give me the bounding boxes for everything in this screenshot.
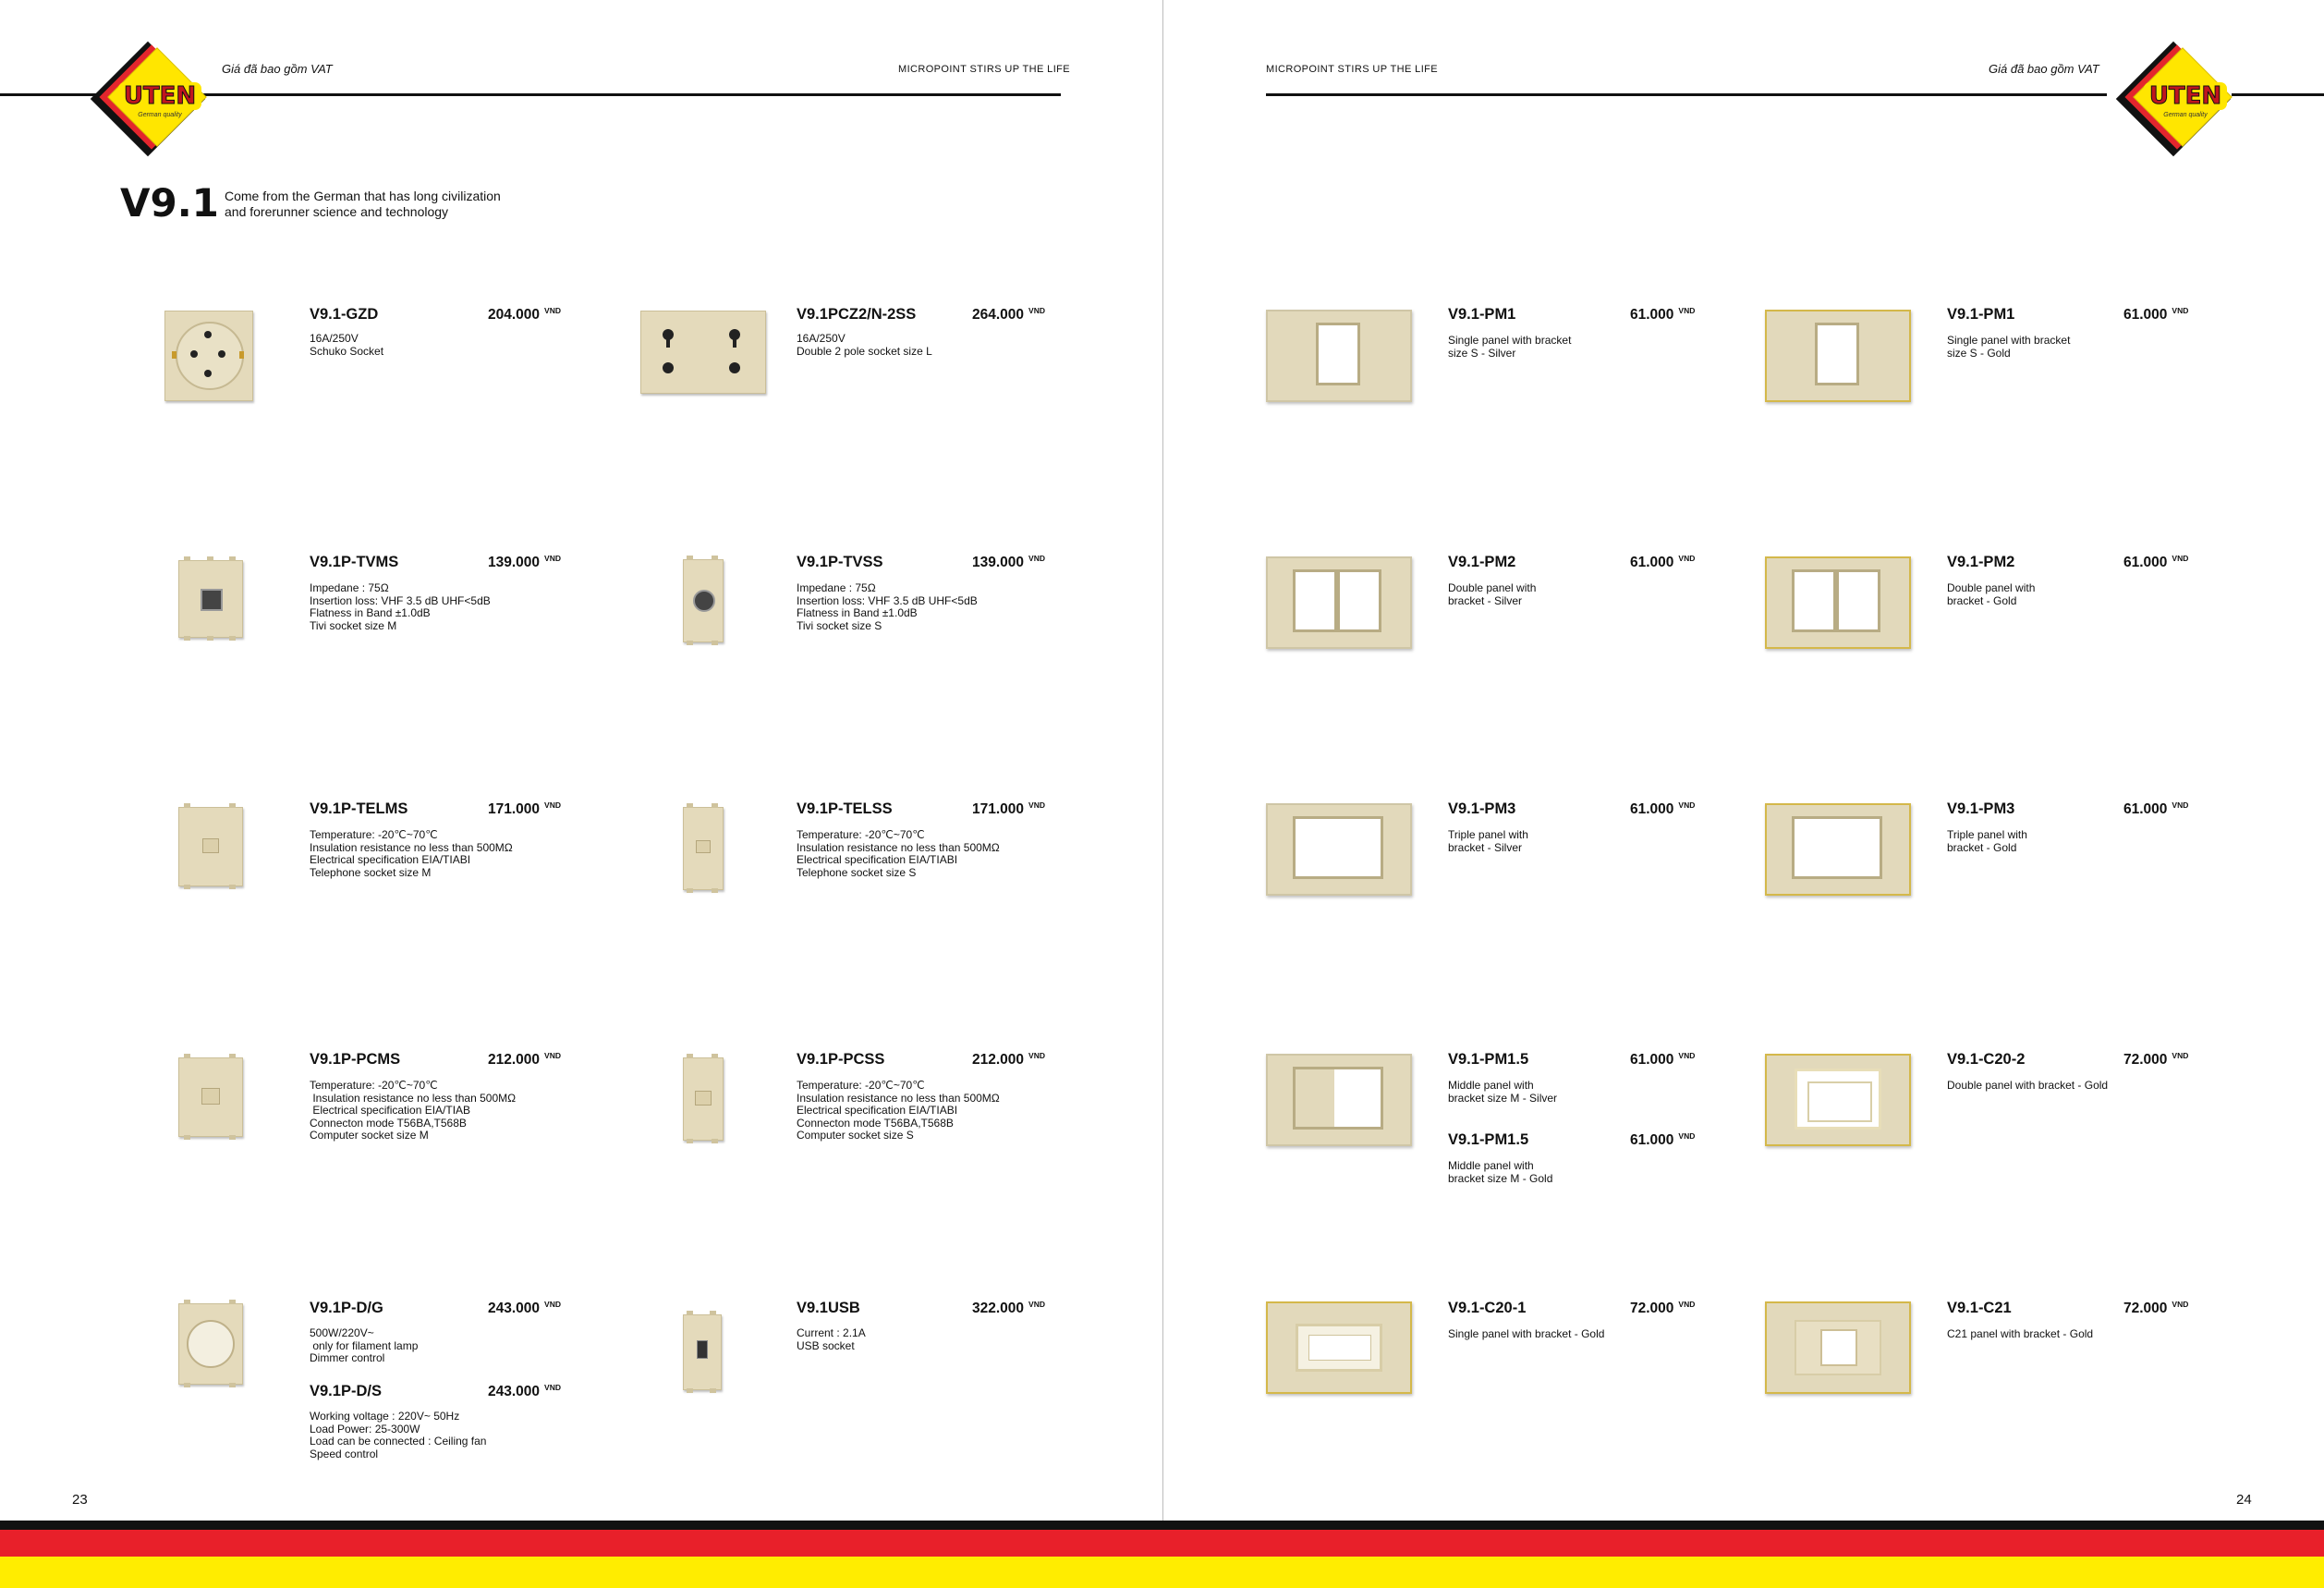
product-description: Temperature: -20℃~70℃ Insulation resistance no less than 500MΩ Electrical specification EIA/TIABI Telephone socket size S <box>797 828 1000 879</box>
product-description: Temperature: -20℃~70℃ Insulation resistance no less than 500MΩ Electrical specification EIA/TIABI Connecton mode T56BA,T568B Computer socket size S <box>797 1079 1000 1142</box>
product-price: 139.000 $^{VND}$ <box>488 554 561 570</box>
intro-line-2: and forerunner science and technology <box>225 204 449 219</box>
computer-socket-s-image <box>683 1054 724 1142</box>
currency-label: VND <box>1678 306 1696 315</box>
logo-word: UTEN <box>118 82 201 110</box>
logo-tagline: German quality <box>2163 112 2208 118</box>
product-code: V9.1-PM1.5 <box>1448 1131 1529 1148</box>
double-socket-image <box>640 311 766 394</box>
currency-label: VND <box>544 1383 561 1392</box>
product-price: 61.000 $^{VND}$ <box>1630 1051 1696 1068</box>
currency-label: VND <box>2172 800 2189 810</box>
panel-c20-2-gold-image <box>1765 1054 1911 1146</box>
product-price: 243.000 $^{VND}$ <box>488 1383 561 1399</box>
product-code: V9.1-PM3 <box>1448 800 1516 817</box>
product-code: V9.1P-TVSS <box>797 554 883 570</box>
product-price: 212.000 $^{VND}$ <box>972 1051 1045 1068</box>
series-title: V9.1 <box>120 180 219 226</box>
product-description: Current : 2.1A USB socket <box>797 1326 866 1352</box>
currency-label: VND <box>1678 1051 1696 1060</box>
logo-tagline: German quality <box>138 112 182 118</box>
product-description: Double panel with bracket - Gold <box>1947 581 2036 607</box>
page-number-right: 24 <box>2236 1492 2252 1508</box>
product-price: 171.000 $^{VND}$ <box>488 800 561 817</box>
telephone-socket-s-image <box>683 803 724 892</box>
currency-label: VND <box>1678 554 1696 563</box>
panel-pm15-silver-image <box>1266 1054 1412 1146</box>
computer-socket-m-image <box>178 1054 243 1139</box>
header-rule-right <box>1266 93 2107 96</box>
intro-line-1: Come from the German that has long civilization <box>225 189 501 203</box>
currency-label: VND <box>1678 800 1696 810</box>
product-description: 16A/250V Double 2 pole socket size L <box>797 332 932 358</box>
page-spine <box>1162 0 1163 1521</box>
product-price: 139.000 $^{VND}$ <box>972 554 1045 570</box>
currency-label: VND <box>544 1300 561 1309</box>
currency-label: VND <box>1028 306 1045 315</box>
page-number-left: 23 <box>72 1492 88 1508</box>
currency-label: VND <box>2172 1300 2189 1309</box>
currency-label: VND <box>1028 1300 1045 1309</box>
product-code: V9.1USB <box>797 1300 860 1316</box>
product-price: 61.000 $^{VND}$ <box>1630 306 1696 323</box>
product-code: V9.1-PM1 <box>1947 306 2015 323</box>
currency-label: VND <box>544 1051 561 1060</box>
currency-label: VND <box>1028 800 1045 810</box>
product-code: V9.1-PM2 <box>1448 554 1516 570</box>
usb-socket-image <box>683 1311 724 1392</box>
product-code: V9.1-GZD <box>310 306 379 323</box>
product-price: 212.000 $^{VND}$ <box>488 1051 561 1068</box>
product-code: V9.1P-TELMS <box>310 800 408 817</box>
header-rule-right-end <box>2232 93 2324 96</box>
currency-label: VND <box>544 306 561 315</box>
tv-socket-m-image <box>178 556 243 640</box>
product-code: V9.1P-PCMS <box>310 1051 401 1068</box>
product-price: 72.000 $^{VND}$ <box>2123 1051 2189 1068</box>
product-description: Temperature: -20℃~70℃ Insulation resistance no less than 500MΩ Electrical specification EIA/TIAB Connecton mode T56BA,T568B Computer socket size M <box>310 1079 517 1142</box>
product-price: 61.000 $^{VND}$ <box>2123 554 2189 570</box>
schuko-socket-image <box>164 311 253 401</box>
product-description: Double panel with bracket - Gold <box>1947 1079 2109 1092</box>
uten-logo-left <box>91 42 205 156</box>
footer-band-red <box>0 1530 2324 1557</box>
product-description: Single panel with bracket size S - Gold <box>1947 334 2071 360</box>
product-code: V9.1-PM1 <box>1448 306 1516 323</box>
product-price: 322.000 $^{VND}$ <box>972 1300 1045 1316</box>
telephone-socket-m-image <box>178 803 243 888</box>
product-description: Middle panel with bracket size M - Silver <box>1448 1079 1558 1105</box>
product-description: Triple panel with bracket - Gold <box>1947 828 2027 854</box>
product-code: V9.1P-D/S <box>310 1383 382 1399</box>
uten-logo-right <box>2116 42 2231 156</box>
product-code: V9.1PCZ2/N-2SS <box>797 306 917 323</box>
dimmer-image <box>178 1300 243 1386</box>
product-description: Double panel with bracket - Silver <box>1448 581 1537 607</box>
product-code: V9.1-C20-1 <box>1448 1300 1527 1316</box>
slogan-left: MICROPOINT STIRS UP THE LIFE <box>898 64 1071 75</box>
product-code: V9.1-C20-2 <box>1947 1051 2026 1068</box>
panel-pm3-silver-image <box>1266 803 1412 896</box>
currency-label: VND <box>1028 1051 1045 1060</box>
product-description: Triple panel with bracket - Silver <box>1448 828 1528 854</box>
product-description: Single panel with bracket size S - Silver <box>1448 334 1572 360</box>
product-price: 61.000 $^{VND}$ <box>1630 554 1696 570</box>
series-intro <box>225 189 501 220</box>
product-price: 171.000 $^{VND}$ <box>972 800 1045 817</box>
product-code: V9.1P-PCSS <box>797 1051 885 1068</box>
product-price: 72.000 $^{VND}$ <box>1630 1300 1696 1316</box>
vat-note-left: Giá đã bao gồm VAT <box>222 62 333 76</box>
product-description: Temperature: -20℃~70℃ Insulation resistance no less than 500MΩ Electrical specification EIA/TIABI Telephone socket size M <box>310 828 513 879</box>
product-code: V9.1-PM2 <box>1947 554 2015 570</box>
product-description: C21 panel with bracket - Gold <box>1947 1327 2094 1340</box>
product-price: 264.000 $^{VND}$ <box>972 306 1045 323</box>
product-description: 500W/220V~ only for filament lamp Dimmer control <box>310 1326 419 1364</box>
currency-label: VND <box>544 554 561 563</box>
panel-pm1-gold-image <box>1765 310 1911 402</box>
product-description: Single panel with bracket - Gold <box>1448 1327 1605 1340</box>
panel-pm3-gold-image <box>1765 803 1911 896</box>
product-description: Working voltage : 220V~ 50Hz Load Power: 25-300W Load can be connected : Ceiling fan Speed control <box>310 1410 487 1460</box>
currency-label: VND <box>1678 1300 1696 1309</box>
currency-label: VND <box>2172 306 2189 315</box>
currency-label: VND <box>1678 1131 1696 1141</box>
vat-note-right: Giá đã bao gồm VAT <box>1989 62 2099 76</box>
product-price: 61.000 $^{VND}$ <box>2123 800 2189 817</box>
footer-band-black <box>0 1521 2324 1530</box>
product-code: V9.1P-TELSS <box>797 800 893 817</box>
product-code: V9.1-C21 <box>1947 1300 2012 1316</box>
currency-label: VND <box>2172 1051 2189 1060</box>
product-description: Middle panel with bracket size M - Gold <box>1448 1159 1553 1185</box>
currency-label: VND <box>544 800 561 810</box>
logo-word: UTEN <box>2144 82 2227 110</box>
slogan-right: MICROPOINT STIRS UP THE LIFE <box>1266 64 1439 75</box>
product-description: Impedane : 75Ω Insertion loss: VHF 3.5 dB UHF<5dB Flatness in Band ±1.0dB Tivi socket size S <box>797 581 978 632</box>
footer-band-yellow <box>0 1557 2324 1588</box>
panel-pm2-silver-image <box>1266 556 1412 649</box>
product-code: V9.1P-TVMS <box>310 554 399 570</box>
panel-c20-1-gold-image <box>1266 1301 1412 1394</box>
product-description: 16A/250V Schuko Socket <box>310 332 384 358</box>
panel-pm2-gold-image <box>1765 556 1911 649</box>
product-price: 204.000 $^{VND}$ <box>488 306 561 323</box>
tv-socket-s-image <box>683 556 724 644</box>
product-code: V9.1-PM3 <box>1947 800 2015 817</box>
product-description: Impedane : 75Ω Insertion loss: VHF 3.5 dB UHF<5dB Flatness in Band ±1.0dB Tivi socket size M <box>310 581 491 632</box>
product-code: V9.1P-D/G <box>310 1300 383 1316</box>
product-price: 61.000 $^{VND}$ <box>1630 1131 1696 1148</box>
product-price: 72.000 $^{VND}$ <box>2123 1300 2189 1316</box>
product-price: 61.000 $^{VND}$ <box>1630 800 1696 817</box>
product-price: 61.000 $^{VND}$ <box>2123 306 2189 323</box>
product-price: 243.000 $^{VND}$ <box>488 1300 561 1316</box>
panel-pm1-silver-image <box>1266 310 1412 402</box>
panel-c21-gold-image <box>1765 1301 1911 1394</box>
product-code: V9.1-PM1.5 <box>1448 1051 1529 1068</box>
currency-label: VND <box>1028 554 1045 563</box>
currency-label: VND <box>2172 554 2189 563</box>
